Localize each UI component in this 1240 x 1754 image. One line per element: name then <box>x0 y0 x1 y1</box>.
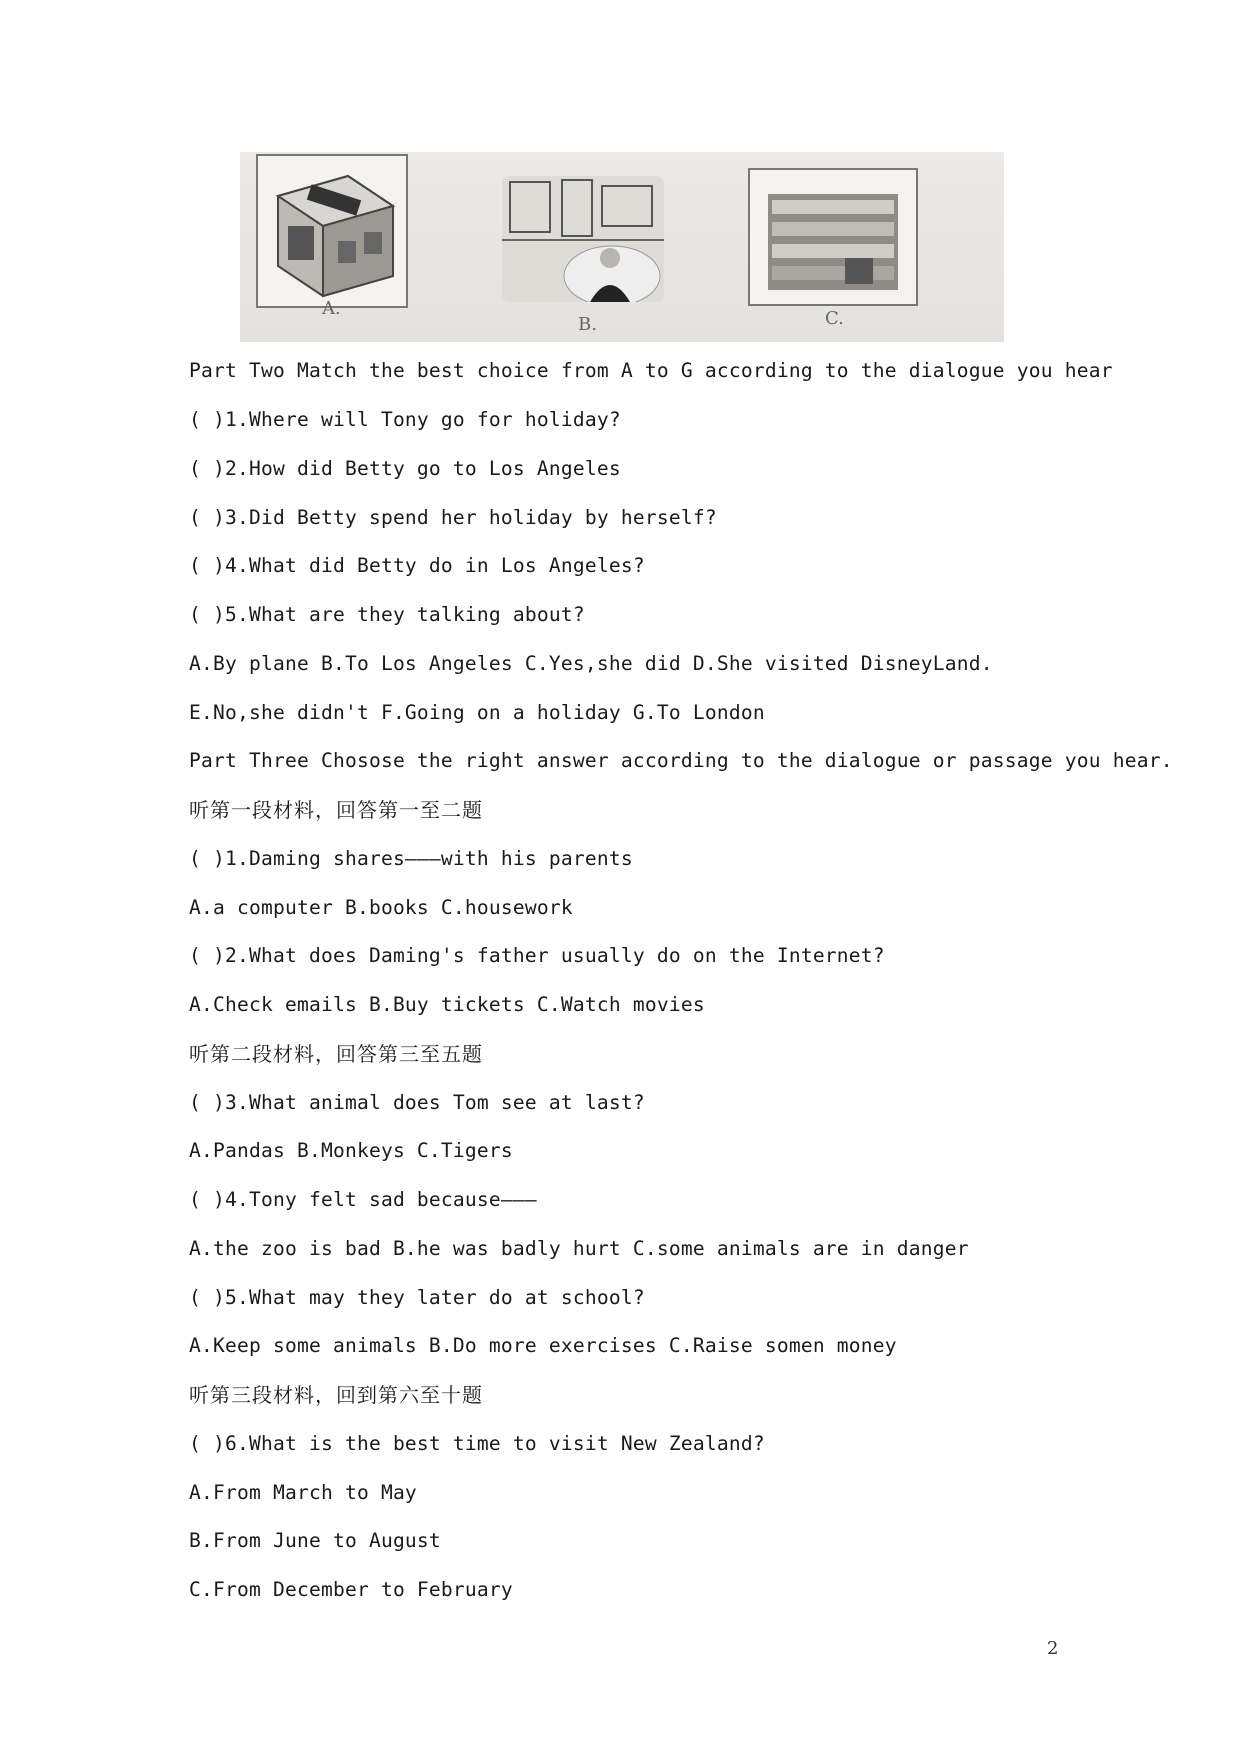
part-two-instruction: Part Two Match the best choice from A to G according to the dialogue you hear <box>189 359 1113 382</box>
listening-pictures <box>240 152 1004 342</box>
part-two-question-2: ( )2.How did Betty go to Los Angeles <box>189 457 621 480</box>
part-three-option-6b: B.From June to August <box>189 1529 441 1552</box>
part-two-question-3: ( )3.Did Betty spend her holiday by herself? <box>189 506 717 529</box>
page-number: 2 <box>1047 1638 1059 1659</box>
part-three-options-3: A.Pandas B.Monkeys C.Tigers <box>189 1139 513 1162</box>
part-two-options-a-d: A.By plane B.To Los Angeles C.Yes,she did D.She visited DisneyLand. <box>189 652 993 675</box>
material-1-heading: 听第一段材料，回答第一至二题 <box>189 798 483 822</box>
shop-shelves-icon <box>750 170 916 304</box>
library-building-icon <box>258 156 406 306</box>
part-three-question-6: ( )6.What is the best time to visit New Zealand? <box>189 1432 765 1455</box>
part-three-instruction: Part Three Chosose the right answer according to the dialogue or passage you hear. <box>189 749 1173 772</box>
picture-a-label: A. <box>322 298 341 319</box>
part-three-question-2: ( )2.What does Daming's father usually do on the Internet? <box>189 944 885 967</box>
part-three-option-6a: A.From March to May <box>189 1481 417 1504</box>
part-three-question-3: ( )3.What animal does Tom see at last? <box>189 1091 645 1114</box>
picture-c-supermarket <box>748 168 918 306</box>
part-three-options-1: A.a computer B.books C.housework <box>189 896 573 919</box>
part-three-options-5: A.Keep some animals B.Do more exercises C.Raise somen money <box>189 1334 897 1357</box>
part-two-options-e-g: E.No,she didn't F.Going on a holiday G.To London <box>189 701 765 724</box>
part-three-option-6c: C.From December to February <box>189 1578 513 1601</box>
picture-a-library <box>256 154 408 308</box>
part-three-question-4: ( )4.Tony felt sad because——— <box>189 1188 537 1211</box>
material-3-heading: 听第三段材料，回到第六至十题 <box>189 1383 483 1407</box>
material-2-heading: 听第二段材料，回答第三至五题 <box>189 1042 483 1066</box>
picture-b-building-man <box>502 176 664 302</box>
part-three-options-2: A.Check emails B.Buy tickets C.Watch movies <box>189 993 705 1016</box>
part-two-question-5: ( )5.What are they talking about? <box>189 603 585 626</box>
picture-b-label: B. <box>578 314 597 335</box>
part-two-question-4: ( )4.What did Betty do in Los Angeles? <box>189 554 645 577</box>
picture-c-label: C. <box>825 308 844 329</box>
part-three-question-5: ( )5.What may they later do at school? <box>189 1286 645 1309</box>
part-three-options-4: A.the zoo is bad B.he was badly hurt C.some animals are in danger <box>189 1237 969 1260</box>
part-three-question-1: ( )1.Daming shares———with his parents <box>189 847 633 870</box>
street-scene-icon <box>502 176 664 302</box>
part-two-question-1: ( )1.Where will Tony go for holiday? <box>189 408 621 431</box>
